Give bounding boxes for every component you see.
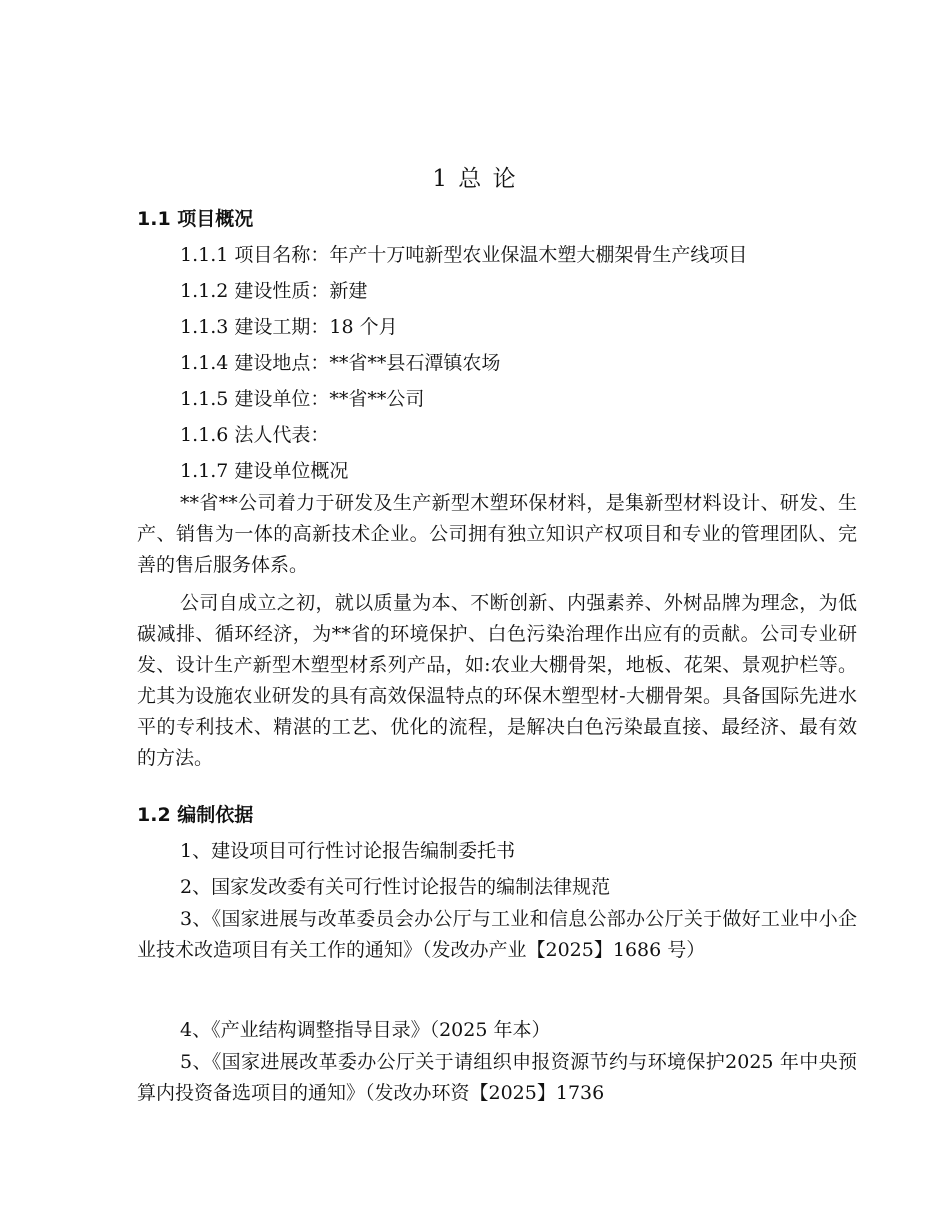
section-heading-1-2: 1.2 编制依据: [137, 804, 254, 826]
item-construction-unit: 1.1.5 建设单位：**省**公司: [180, 388, 425, 410]
item-legal-representative: 1.1.6 法人代表：: [180, 424, 330, 446]
item-unit-overview: 1.1.7 建设单位概况: [180, 460, 349, 482]
basis-item-3: 3、《国家进展与改革委员会办公厅与工业和信息公部办公厅关于做好工业中小企业技术改造项目有关工作的通知》（发改办产业【2025】1686 号）: [137, 908, 857, 961]
section-heading-1-1: 1.1 项目概况: [137, 208, 254, 230]
company-philosophy-paragraph: 公司自成立之初，就以质量为本、不断创新、内强素养、外树品牌为理念，为低碳减排、循环经济，为**省的环境保护、白色污染治理作出应有的贡献。公司专业研发、设计生产新型木塑型材系列产品，如:农业大棚骨架，地板、花架、景观护栏等。尤其为设施农业研发的具有高效保温特点的环保木塑型材-大棚骨架。具备国际先进水平的专利技术、精湛的工艺、优化的流程，是解决白色污染最直接、最经济、最有效的方法。: [137, 592, 857, 769]
chapter-title: 1 总 论: [432, 166, 518, 192]
item-project-name: 1.1.1 项目名称：年产十万吨新型农业保温木塑大棚架骨生产线项目: [180, 244, 748, 266]
basis-item-1: 1、建设项目可行性讨论报告编制委托书: [180, 840, 516, 862]
basis-item-5: 5、《国家进展改革委办公厅关于请组织申报资源节约与环境保护2025 年中央预算内投资备选项目的通知》（发改办环资【2025】1736: [137, 1051, 857, 1104]
basis-item-2: 2、国家发改委有关可行性讨论报告的编制法律规范: [180, 876, 611, 898]
item-construction-period: 1.1.3 建设工期：18 个月: [180, 316, 398, 338]
item-construction-nature: 1.1.2 建设性质：新建: [180, 280, 368, 302]
item-construction-site: 1.1.4 建设地点：**省**县石潭镇农场: [180, 352, 501, 374]
company-intro-paragraph: **省**公司着力于研发及生产新型木塑环保材料，是集新型材料设计、研发、生产、销售为一体的高新技术企业。公司拥有独立知识产权项目和专业的管理团队、完善的售后服务体系。: [137, 492, 857, 576]
basis-item-4: 4、《产业结构调整指导目录》（2025 年本）: [180, 1019, 551, 1041]
